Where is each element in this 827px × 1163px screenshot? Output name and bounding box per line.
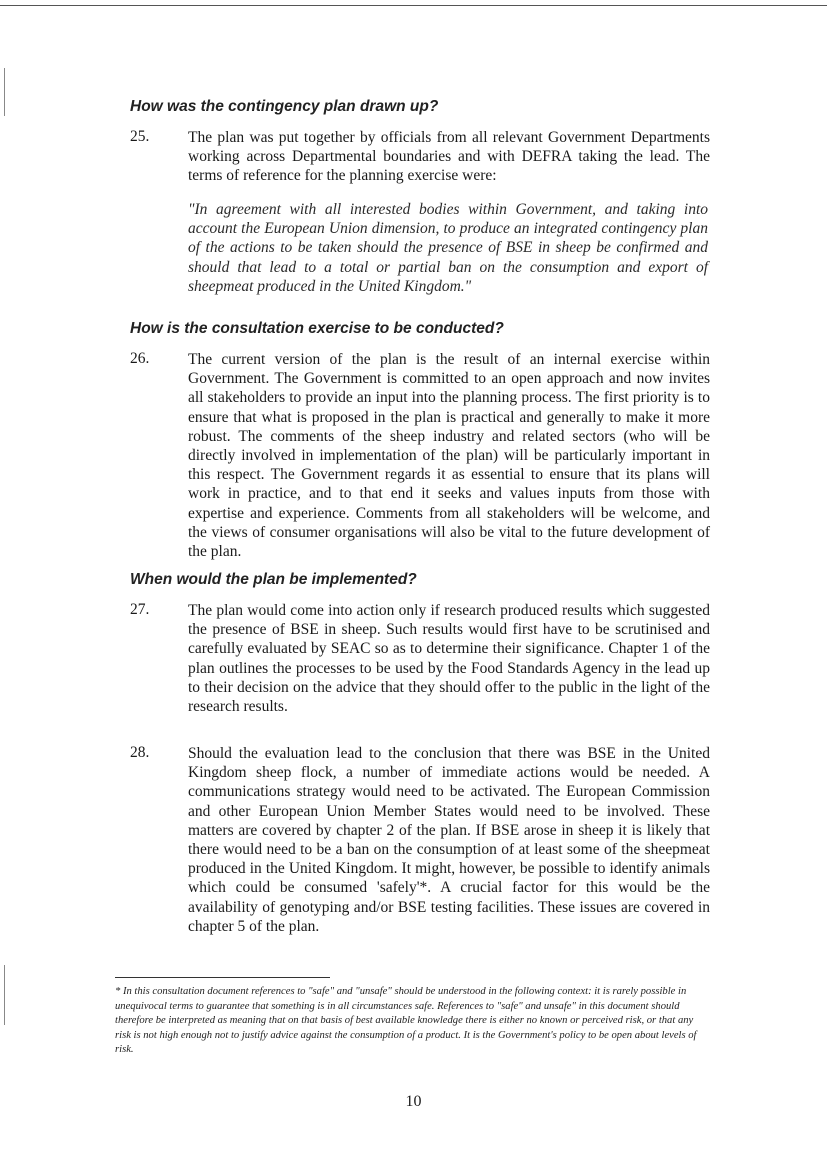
footnote-rule xyxy=(115,977,330,978)
page-number: 10 xyxy=(405,1093,422,1110)
margin-mark xyxy=(4,965,5,1025)
footnote: * In this consultation document references to "safe" and "unsafe" should be understood in the following context: it is rarely possible in unequivocal terms to guarantee that something is in all circumstances safe. References to "safe" and unsafe" in this document should therefore be interpreted as meaning that on that basis of best available knowledge there is either no known or perceived risk, or that any risk is not high enough not to justify advice against the consumption of a product. It is the Government's policy to be open about levels of risk. xyxy=(115,986,697,1056)
paragraph-text: The current version of the plan is the result of an internal exercise within Government. The Government is committed to an open approach and now invites all stakeholders to provide an input into the planning process. The first priority is to ensure that what is proposed in the plan is practical and generally to make it more robust. The comments of the sheep industry and related sectors (who will be directly involved in implementation of the plan) will be particularly important in this respect. The Government regards it as essential to ensure that its plans will work in practice, and to that end it seeks and values inputs from those with expertise and experience. Comments from all stakeholders will be welcome, and the views of consumer organisations will also be vital to the future development of the plan. xyxy=(188,351,710,561)
paragraph-text: Should the evaluation lead to the conclusion that there was BSE in the United Kingdom sheep flock, a number of immediate actions would be needed. A communications strategy would need to be activated. The European Commission and other European Union Member States would need to be involved. These matters are covered by chapter 2 of the plan. If BSE arose in sheep it is likely that there would need to be a ban on the consumption of at least some of the sheepmeat produced in the United Kingdom. It might, however, be possible to identify animals which could be consumed 'safely'*. A crucial factor for this would be the availability of genotyping and/or BSE testing facilities. These issues are covered in chapter 5 of the plan. xyxy=(188,745,710,935)
paragraph-text: The plan was put together by officials from all relevant Government Departments working across Departmental boundaries and with DEFRA taking the lead. The terms of reference for the planning exercise were: xyxy=(188,129,710,185)
paragraph-number: 28. xyxy=(130,744,150,761)
section-heading-implementation: When would the plan be implemented? xyxy=(130,571,417,588)
section-heading-contingency-plan: How was the contingency plan drawn up? xyxy=(130,98,439,115)
paragraph-number: 25. xyxy=(130,128,150,145)
margin-mark xyxy=(4,68,5,116)
section-heading-consultation: How is the consultation exercise to be conducted? xyxy=(130,320,504,337)
top-border-line xyxy=(0,5,827,6)
paragraph-number: 26. xyxy=(130,350,150,367)
paragraph-number: 27. xyxy=(130,601,150,618)
terms-of-reference-quote: "In agreement with all interested bodies within Government, and taking into account the European Union dimension, to produce an integrated contingency plan of the actions to be taken should the presence of BSE in sheep be confirmed and should that lead to a total or partial ban on the consumption and export of sheepmeat produced in the United Kingdom." xyxy=(188,201,708,295)
paragraph-text: The plan would come into action only if research produced results which suggested the presence of BSE in sheep. Such results would first have to be scrutinised and carefully evaluated by SEAC so as to determine their significance. Chapter 1 of the plan outlines the processes to be used by the Food Standards Agency in the lead up to their decision on the advice that they should offer to the public in the light of the research results. xyxy=(188,602,710,716)
